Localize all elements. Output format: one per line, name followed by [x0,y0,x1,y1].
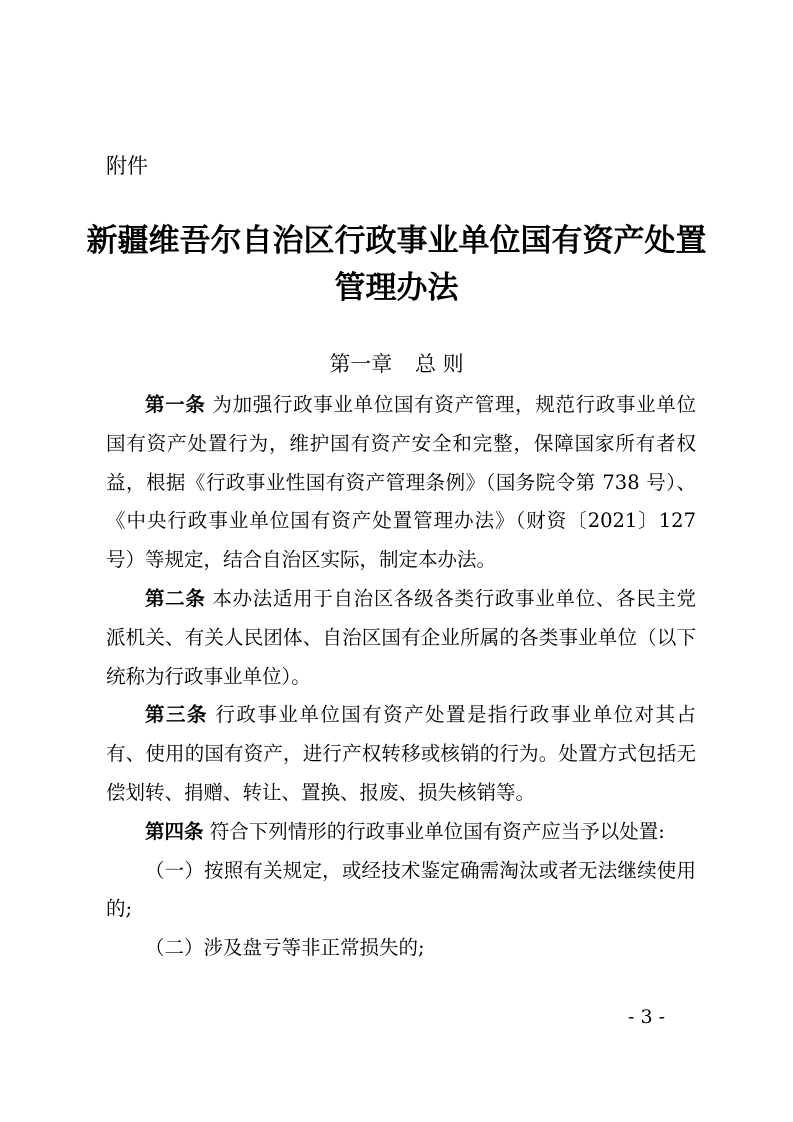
article-2 [106,580,696,696]
title-line-1: 新疆维吾尔自治区行政事业单位国有资产处置 [86,223,707,259]
list-item: （二）涉及盘亏等非正常损失的; [145,936,425,960]
document-body [106,386,696,968]
article-3 [106,696,696,812]
page-number: - 3 - [628,1006,666,1028]
article-text: 符合下列情形的行政事业单位国有资产应当予以处置: [209,819,665,843]
document-title [60,218,733,312]
chapter-number: 第一章 [329,352,393,376]
attachment-label: 附件 [106,154,148,178]
title-line-2: 管理办法 [334,270,459,306]
chapter-heading [0,348,793,378]
article-label: 第二条 [145,586,206,610]
article-1 [106,386,696,580]
list-item: （一）按照有关规定，或经技术鉴定确需淘汰或者无法继续使用的; [106,858,696,921]
chapter-name: 总 则 [415,352,464,376]
article-label: 第四条 [145,819,204,843]
article-text: 本办法适用于自治区各级各类行政事业单位、各民主党派机关、有关人民团体、自治区国有企业所属的各类事业单位（以下统称为行政事业单位）。 [106,586,696,688]
article-text: 行政事业单位国有资产处置是指行政事业单位对其占有、使用的国有资产，进行产权转移或核销的行为。处置方式包括无偿划转、捐赠、转让、置换、报废、损失核销等。 [106,703,696,804]
article-label: 第三条 [145,703,208,727]
article-label: 第一条 [145,393,206,416]
article-4 [106,813,696,852]
article-text: 为加强行政事业单位国有资产管理，规范行政事业单位国有资产处置行为，维护国有资产安全和完整，保障国家所有者权益，根据《行政事业性国有资产管理条例》（国务院令第 738 号）、《中央行政事业单位国有资产处置管理办法》（财资〔2021〕127号）等规定，结合自治区实际，制定本办法。 [106,393,696,572]
